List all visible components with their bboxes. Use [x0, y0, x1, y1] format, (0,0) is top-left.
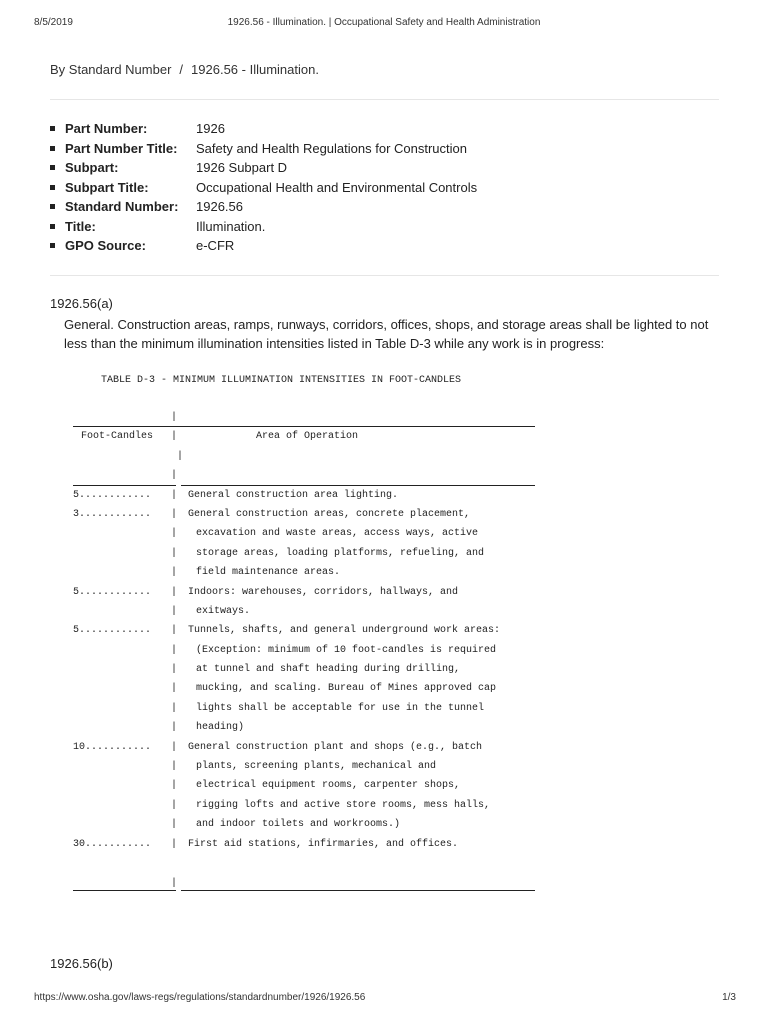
table-row — [73, 625, 543, 644]
metadata-value: Safety and Health Regulations for Construction — [196, 140, 467, 156]
area-of-operation: and indoor toilets and workrooms.) — [196, 819, 401, 831]
foot-candles-value: 5............ — [73, 625, 152, 637]
column-separator: | — [171, 431, 178, 443]
column-separator: | — [171, 780, 178, 792]
metadata-value: e-CFR — [196, 238, 235, 253]
metadata-label: Subpart: — [65, 160, 119, 175]
foot-candles-value: 5............ — [73, 489, 152, 501]
print-document-title: 1926.56 - Illumination. | Occupational Safety and Health Administration — [227, 17, 541, 28]
column-separator: | — [171, 508, 178, 520]
metadata-label: Subpart Title: — [65, 179, 149, 195]
divider — [50, 275, 719, 276]
table-row — [73, 761, 543, 780]
metadata-label: Part Number: — [65, 121, 148, 136]
table-row — [73, 587, 543, 606]
column-separator: | — [171, 470, 178, 482]
table-spacer-row — [73, 412, 543, 431]
table-row — [73, 722, 543, 741]
bullet-icon — [50, 224, 55, 229]
column-separator: | — [171, 819, 178, 831]
table-row — [73, 800, 543, 819]
metadata-value: 1926 — [196, 121, 225, 136]
section-text: General. Construction areas, ramps, runways, corridors, offices, shops, and storage areas shall be lighted to not less than the minimum illumination intensities listed in Table D-3 while any work is in progress: — [64, 317, 709, 351]
header-area-of-operation: Area of Operation — [256, 431, 359, 443]
table-spacer-row — [73, 470, 543, 489]
table-row — [73, 528, 543, 547]
table-header-divider-row — [73, 451, 543, 470]
section-number: 1926.56(a) — [50, 296, 113, 311]
area-of-operation: plants, screening plants, mechanical and — [196, 761, 437, 773]
bullet-icon — [50, 243, 55, 248]
print-footer — [0, 992, 768, 1006]
area-of-operation: at tunnel and shaft heading during drilling, — [196, 664, 461, 676]
table-row — [73, 683, 543, 702]
table-row — [73, 703, 543, 722]
metadata-value: Illumination. — [196, 218, 266, 234]
bullet-icon — [50, 165, 55, 170]
print-header — [0, 17, 768, 31]
column-separator: | — [171, 605, 178, 617]
area-of-operation: heading) — [196, 722, 245, 734]
table-row — [73, 509, 543, 528]
column-separator: | — [171, 586, 178, 598]
table-row — [73, 839, 543, 858]
table-row — [73, 490, 543, 509]
page-url[interactable]: https://www.osha.gov/laws-regs/regulations/standardnumber/1926/1926.56 — [34, 992, 366, 1003]
breadcrumb-current: 1926.56 - Illumination. — [191, 62, 319, 77]
metadata-value: Occupational Health and Environmental Controls — [196, 179, 478, 195]
table-bottom-rule-left — [73, 890, 176, 891]
area-of-operation: mucking, and scaling. Bureau of Mines approved cap — [196, 683, 497, 695]
table-bottom-rule-right — [181, 890, 535, 891]
table-row — [73, 567, 543, 586]
area-of-operation: First aid stations, infirmaries, and offices. — [188, 838, 459, 850]
metadata-label: Title: — [65, 218, 96, 234]
column-separator: | — [171, 761, 178, 773]
column-separator: | — [171, 838, 178, 850]
page-counter: 1/3 — [722, 992, 736, 1003]
breadcrumb-separator: / — [179, 62, 184, 77]
table-title: TABLE D-3 - MINIMUM ILLUMINATION INTENSITIES IN FOOT-CANDLES — [101, 375, 462, 386]
column-separator: | — [171, 489, 178, 501]
column-separator: | — [171, 799, 178, 811]
column-separator: | — [171, 547, 178, 559]
bullet-icon — [50, 126, 55, 131]
column-separator: | — [171, 741, 178, 753]
header-underline-right — [181, 485, 535, 486]
table-row — [73, 819, 543, 838]
bullet-icon — [50, 185, 55, 190]
table-row — [73, 664, 543, 683]
metadata-label: Part Number Title: — [65, 140, 178, 156]
metadata-value: 1926.56 — [196, 199, 243, 214]
divider — [50, 99, 719, 100]
area-of-operation: field maintenance areas. — [196, 567, 341, 579]
column-separator: | — [171, 702, 178, 714]
column-separator: | — [171, 412, 178, 423]
illumination-table — [73, 412, 543, 858]
table-header-row — [73, 431, 543, 450]
section-number: 1926.56(b) — [50, 956, 113, 971]
foot-candles-value: 5............ — [73, 586, 152, 598]
column-separator: | — [171, 878, 178, 889]
area-of-operation: Tunnels, shafts, and general underground work areas: — [188, 625, 501, 637]
foot-candles-value: 10........... — [73, 741, 152, 753]
area-of-operation: rigging lofts and active store rooms, mess halls, — [196, 799, 491, 811]
column-separator: | — [171, 644, 178, 656]
metadata-label: Standard Number: — [65, 199, 179, 214]
bullet-icon — [50, 146, 55, 151]
area-of-operation: storage areas, loading platforms, refueling, and — [196, 547, 485, 559]
table-body — [73, 490, 543, 858]
area-of-operation: lights shall be acceptable for use in the tunnel — [196, 702, 485, 714]
table-row — [73, 606, 543, 625]
column-separator: | — [171, 528, 178, 540]
column-separator: | — [171, 664, 178, 676]
foot-candles-value: 3............ — [73, 508, 152, 520]
metadata-label: GPO Source: — [65, 238, 146, 253]
header-underline-left — [73, 485, 176, 486]
table-row — [73, 645, 543, 664]
column-separator: | — [171, 722, 178, 734]
table-row — [73, 548, 543, 567]
area-of-operation: General construction area lighting. — [188, 489, 399, 501]
area-of-operation: excavation and waste areas, access ways, active — [196, 528, 479, 540]
header-foot-candles: Foot-Candles — [81, 431, 154, 443]
column-separator: | — [171, 683, 178, 695]
column-separator: | — [171, 625, 178, 637]
print-date: 8/5/2019 — [34, 17, 73, 28]
foot-candles-value: 30........... — [73, 838, 152, 850]
area-of-operation: (Exception: minimum of 10 foot-candles is required — [196, 644, 497, 656]
area-of-operation: General construction plant and shops (e.g., batch — [188, 741, 483, 753]
bullet-icon — [50, 204, 55, 209]
area-of-operation: exitways. — [196, 605, 251, 617]
breadcrumb — [50, 62, 319, 77]
metadata-value: 1926 Subpart D — [196, 160, 288, 175]
column-separator: | — [177, 450, 184, 462]
area-of-operation: Indoors: warehouses, corridors, hallways, and — [188, 586, 459, 598]
area-of-operation: General construction areas, concrete placement, — [188, 508, 471, 520]
column-separator: | — [171, 567, 178, 579]
area-of-operation: electrical equipment rooms, carpenter shops, — [196, 780, 461, 792]
table-row — [73, 780, 543, 799]
breadcrumb-root-link[interactable]: By Standard Number — [50, 62, 172, 77]
table-row — [73, 742, 543, 761]
